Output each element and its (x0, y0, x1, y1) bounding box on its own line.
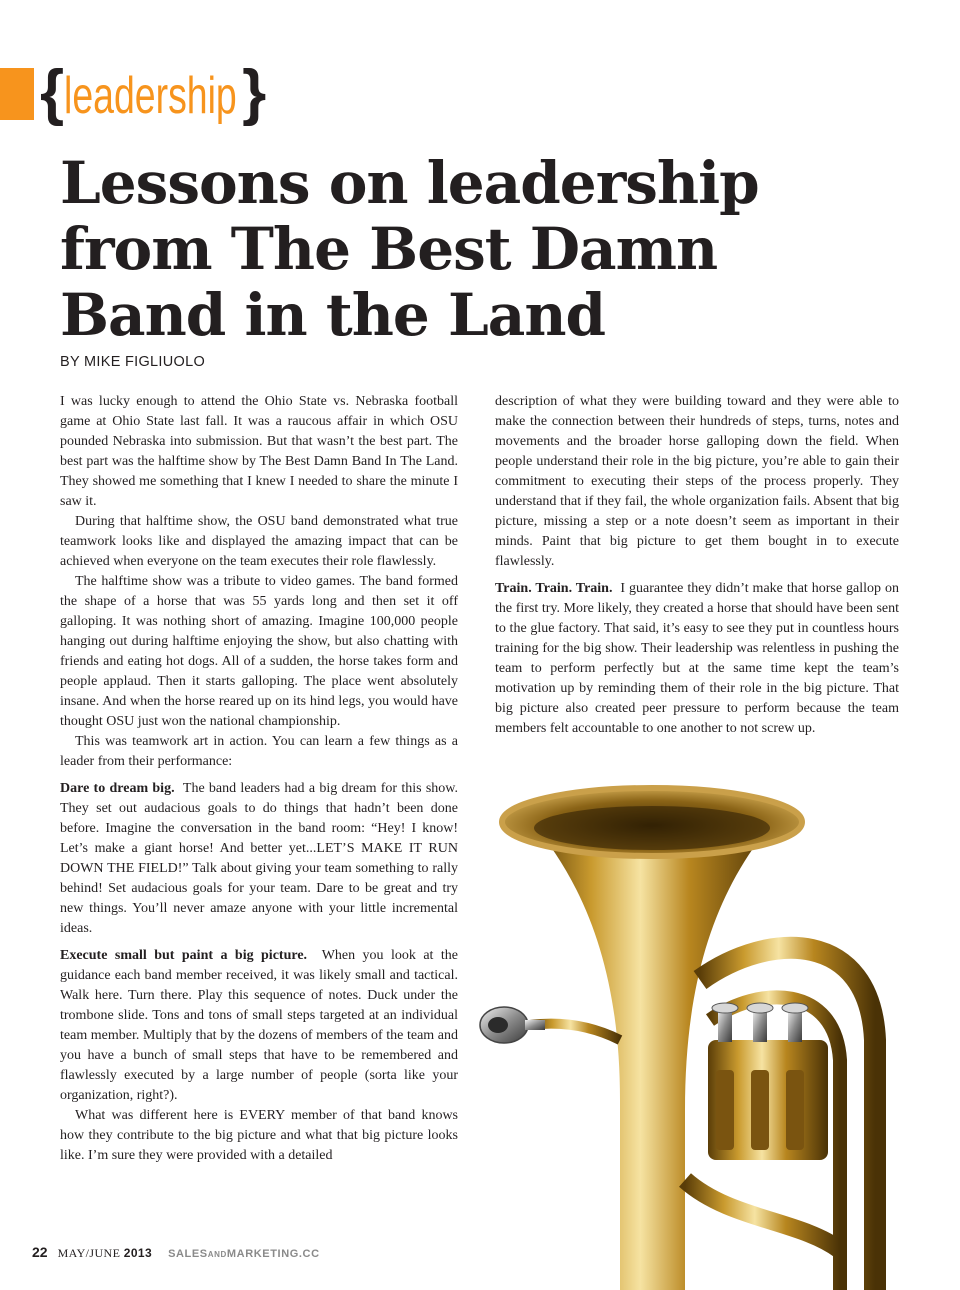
page-number: 22 (32, 1244, 48, 1260)
right-column (495, 392, 899, 739)
paragraph: The halftime show was a tribute to video games. The band formed the shape of a horse that was 55 yards long and then set it off galloping. It was nothing short of amazing. Imagine 100,000 people hanging out during halftime enjoying the show, but also chatting with friends and eating hot dogs. All of a sudden, the horse takes form and people applaud. Then it starts galloping. The place went absolutely insane. And when the horse reared up on its hind legs, you would have thought OSU just won the national championship. (60, 574, 458, 729)
paragraph: description of what they were building toward and they were able to make the connection between their hundreds of steps, turns, notes and movements and the broader horse galloping down the field. When people understand their role in the big picture, you’re able to gain their commitment to executing their steps of the process properly. They understand that if they fail, the whole organization fails. Absent that big picture, missing a step or a note doesn’t seem as important in their minds. Paint that big picture to get them bought in to execute flawlessly. (495, 394, 899, 569)
site-name: SALESANDMARKETING.CC (168, 1248, 320, 1260)
paragraph: During that halftime show, the OSU band demonstrated what true teamwork looks like and displayed the amazing impact that can be achieved when everyone on the team executes their role flawlessly. (60, 514, 458, 569)
section-tab (0, 68, 34, 120)
section-brace-close: } (242, 58, 267, 127)
section-train: Train. Train. Train. I guarantee they didn’t make that horse gallop on the first try. More likely, they created a horse that should have been sent to the glue factory. That said, it’s easy to see they put in countless hours training for the big show. Their leadership was relentless in pushing the team to perform perfectly but at the same time kept the team’s motivation up by reminding them of their role in the big picture. That big picture also created peer pressure to perform because the team members felt accountable to one another to not screw up. (495, 581, 899, 736)
section-brace-open: { (40, 58, 65, 127)
subhead: Execute small but paint a big picture. (60, 948, 308, 963)
paragraph-intro: I was lucky enough to attend the Ohio State vs. Nebraska football game at Ohio State last fall. It was a raucous affair in which OSU pounded Nebraska into submission. But that wasn’t the best part. The best part was the halftime show by The Best Damn Band In The Land. They showed me something that I knew I needed to share the minute I saw it. (60, 394, 458, 509)
left-column (60, 392, 458, 1166)
section-execute-small: Execute small but paint a big picture. When you look at the guidance each band member received, it was likely small and tactical. Walk here. Turn there. Play this sequence of notes. Duck under the trombone slide. Tons and tons of small steps targeted at an individual team member. Multiply that by the dozens of members of the team and you have a bunch of small steps that have to be remembered and flawlessly executed by a large number of people (sorta like your organization, right?). (60, 948, 458, 1103)
subhead: Dare to dream big. (60, 781, 175, 796)
issue-date: MAY/JUNE 2013 (57, 1246, 153, 1260)
section-word: leadership (64, 67, 237, 125)
section-dare-to-dream: Dare to dream big. The band leaders had a big dream for this show. They set out audacious goals to do things that hadn’t been done before. Imagine the conversation in the band room: “Hey! I know! Let’s make a giant horse! And better yet...LET’S MAKE IT RUN DOWN THE FIELD!” Talk about giving your team something to rally behind! Set audacious goals for your team. Dare to be great and try new things. You’ll never amaze anyone with your little incremental ideas. (60, 781, 459, 936)
euphonium-photo (470, 780, 940, 1290)
paragraph: This was teamwork art in action. You can learn a few things as a leader from their performance: (60, 734, 458, 769)
subhead: Train. Train. Train. (495, 581, 613, 596)
article-title: Lessons on leadership from The Best Damn Band in the Land (60, 149, 759, 349)
paragraph: What was different here is EVERY member of that band knows how they contribute to the big picture and what that big picture looks like. I’m sure they were provided with a detailed (60, 1108, 458, 1163)
section-label (40, 58, 266, 144)
byline: BY MIKE FIGLIUOLO (60, 354, 206, 370)
page-footer (32, 1244, 320, 1261)
